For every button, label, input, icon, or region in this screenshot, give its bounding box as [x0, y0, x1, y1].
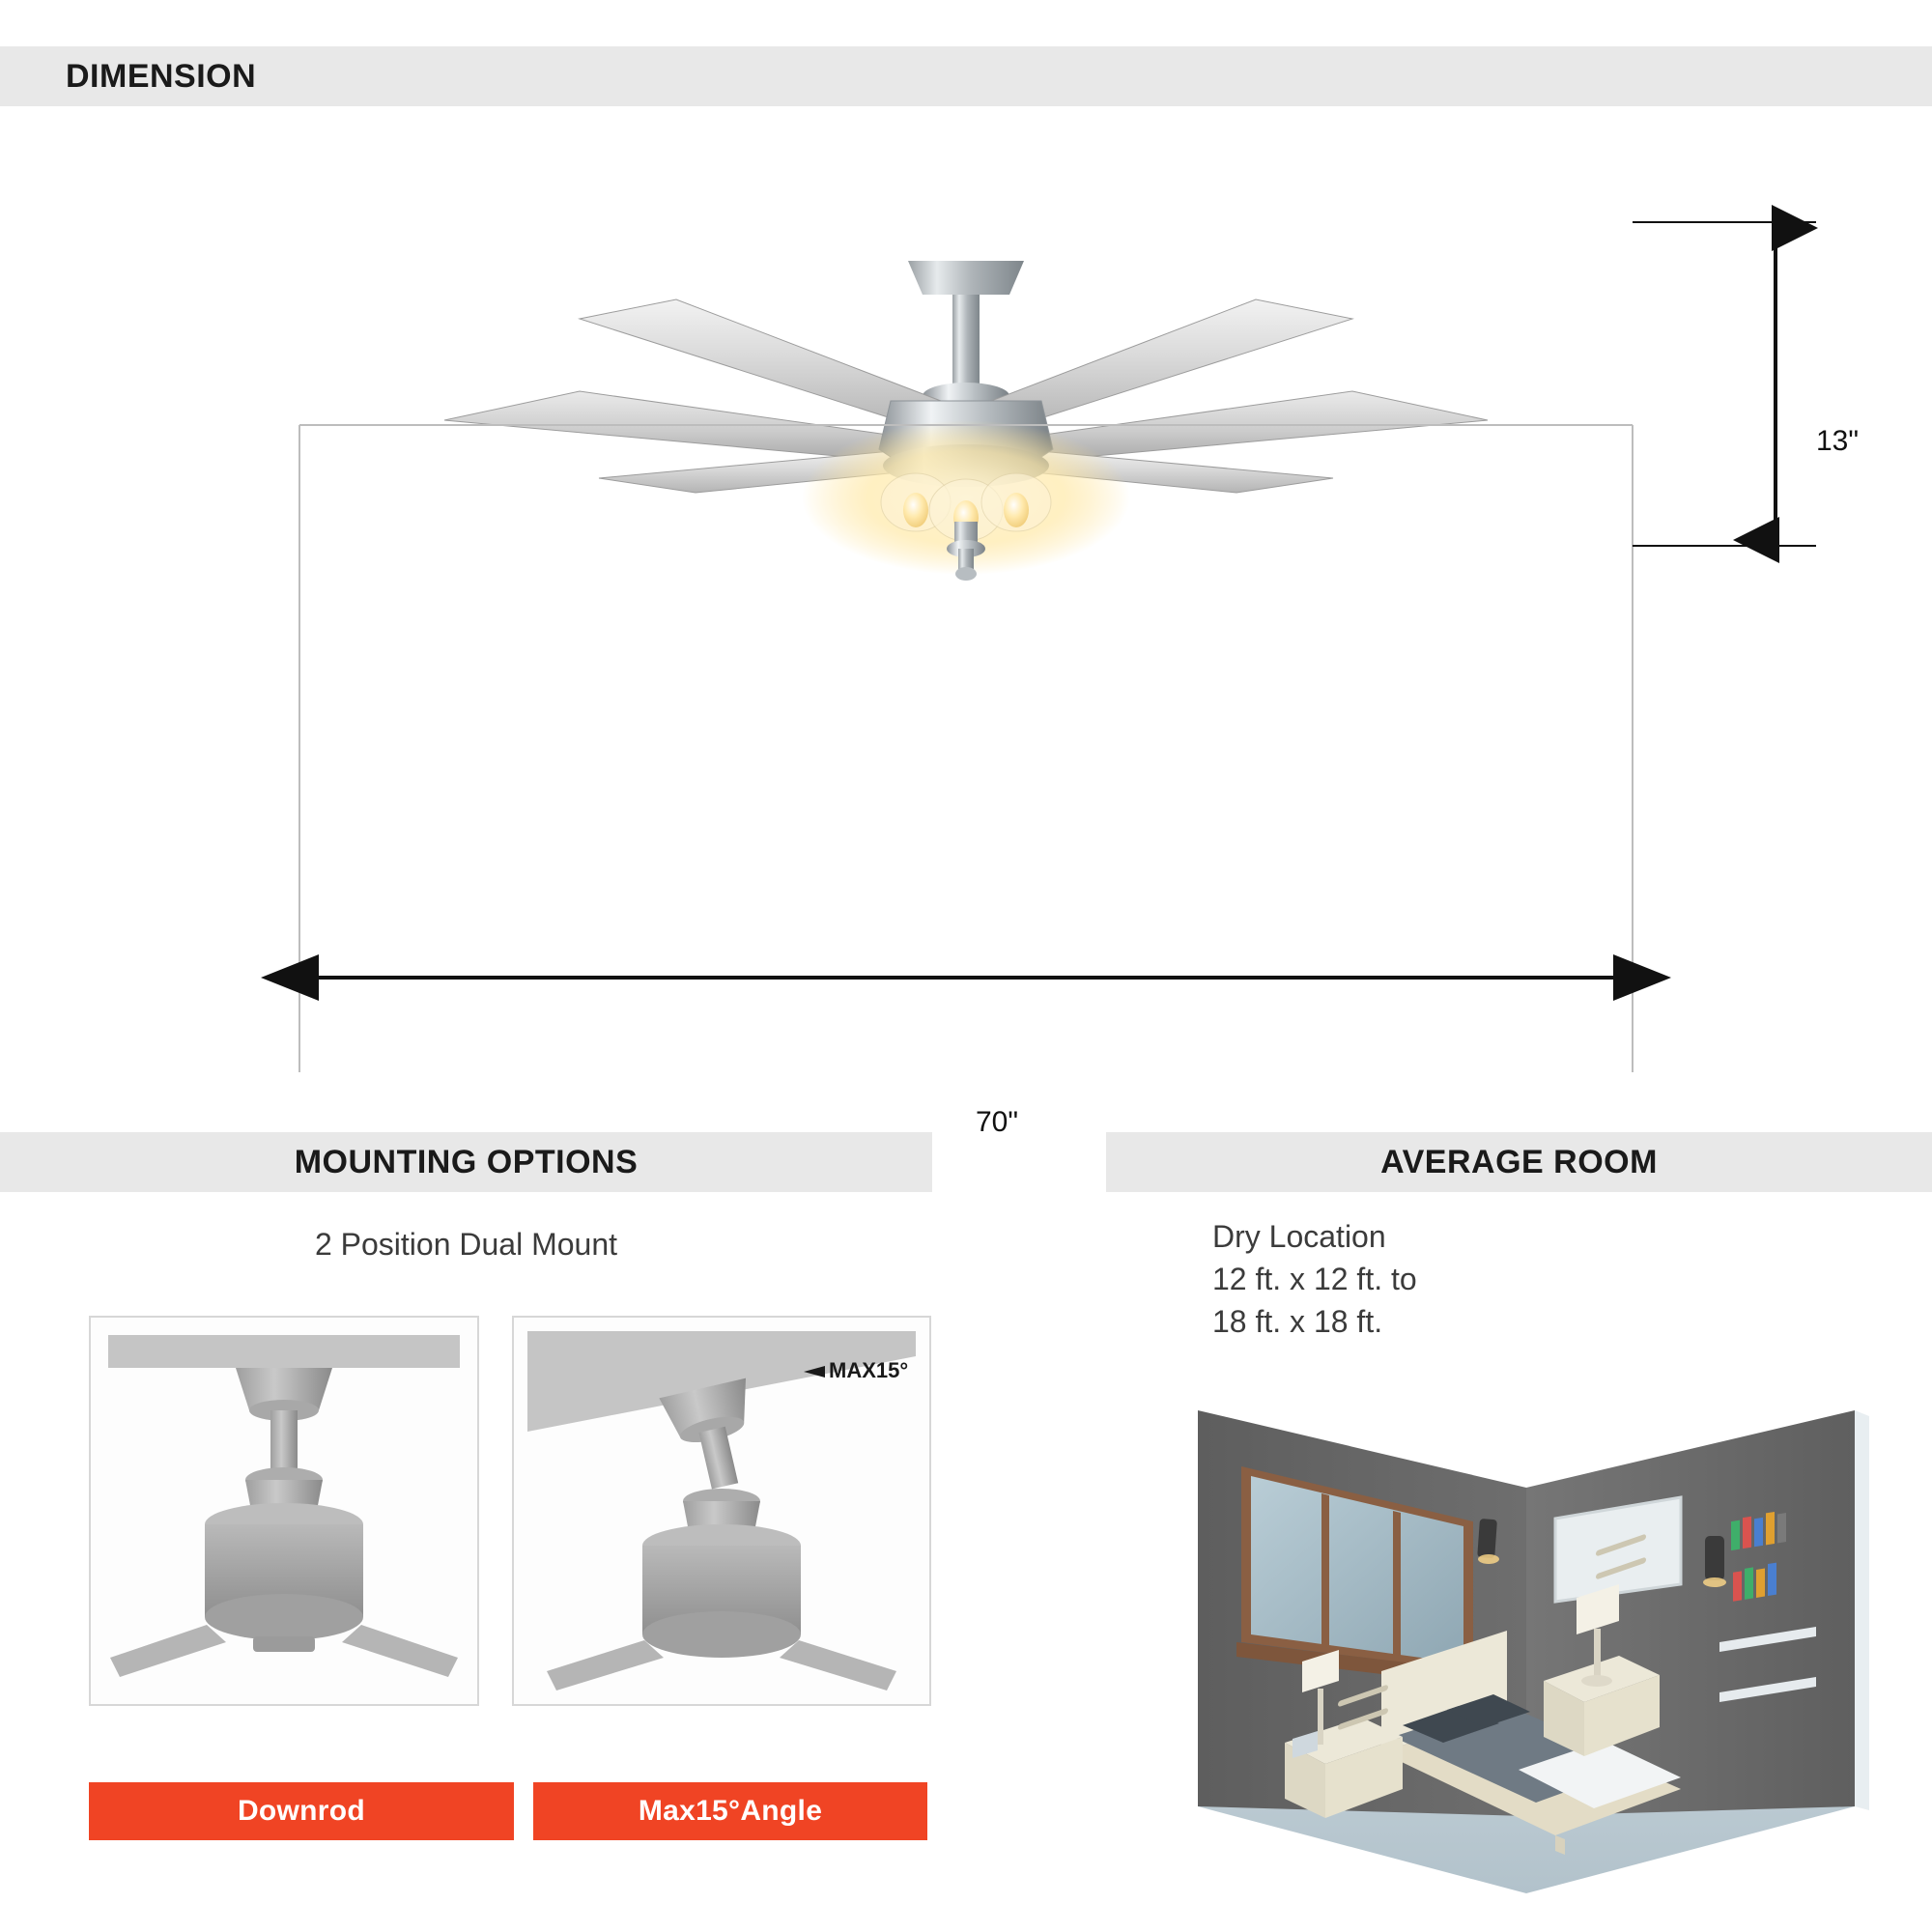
room-line-1: Dry Location	[1212, 1219, 1386, 1254]
average-room-description	[1212, 1215, 1417, 1343]
dimension-width-label: 70"	[976, 1106, 1019, 1138]
dimension-diagram	[0, 106, 1932, 1138]
dimension-title: DIMENSION	[66, 57, 257, 95]
average-room-title: AVERAGE ROOM	[1380, 1143, 1658, 1180]
dimension-measure-lines	[0, 106, 1932, 1111]
max-angle-caption-button[interactable]: Max15°Angle	[533, 1782, 927, 1840]
angled-mount-image	[512, 1316, 931, 1706]
room-line-3: 18 ft. x 18 ft.	[1212, 1304, 1383, 1340]
downrod-caption-button[interactable]: Downrod	[89, 1782, 514, 1840]
mounting-options-section-header	[0, 1132, 932, 1192]
room-line-2: 12 ft. x 12 ft. to	[1212, 1262, 1417, 1297]
dimension-height-label: 13"	[1816, 425, 1860, 457]
svg-text:MAX15°: MAX15°	[829, 1358, 909, 1382]
average-room-section-header	[1106, 1132, 1932, 1192]
mounting-options-title: MOUNTING OPTIONS	[294, 1143, 639, 1180]
bedroom-illustration	[1140, 1352, 1903, 1893]
downrod-mount-image	[89, 1316, 479, 1706]
dimension-section-header	[0, 46, 1932, 106]
mounting-options-subtitle: 2 Position Dual Mount	[314, 1227, 618, 1262]
